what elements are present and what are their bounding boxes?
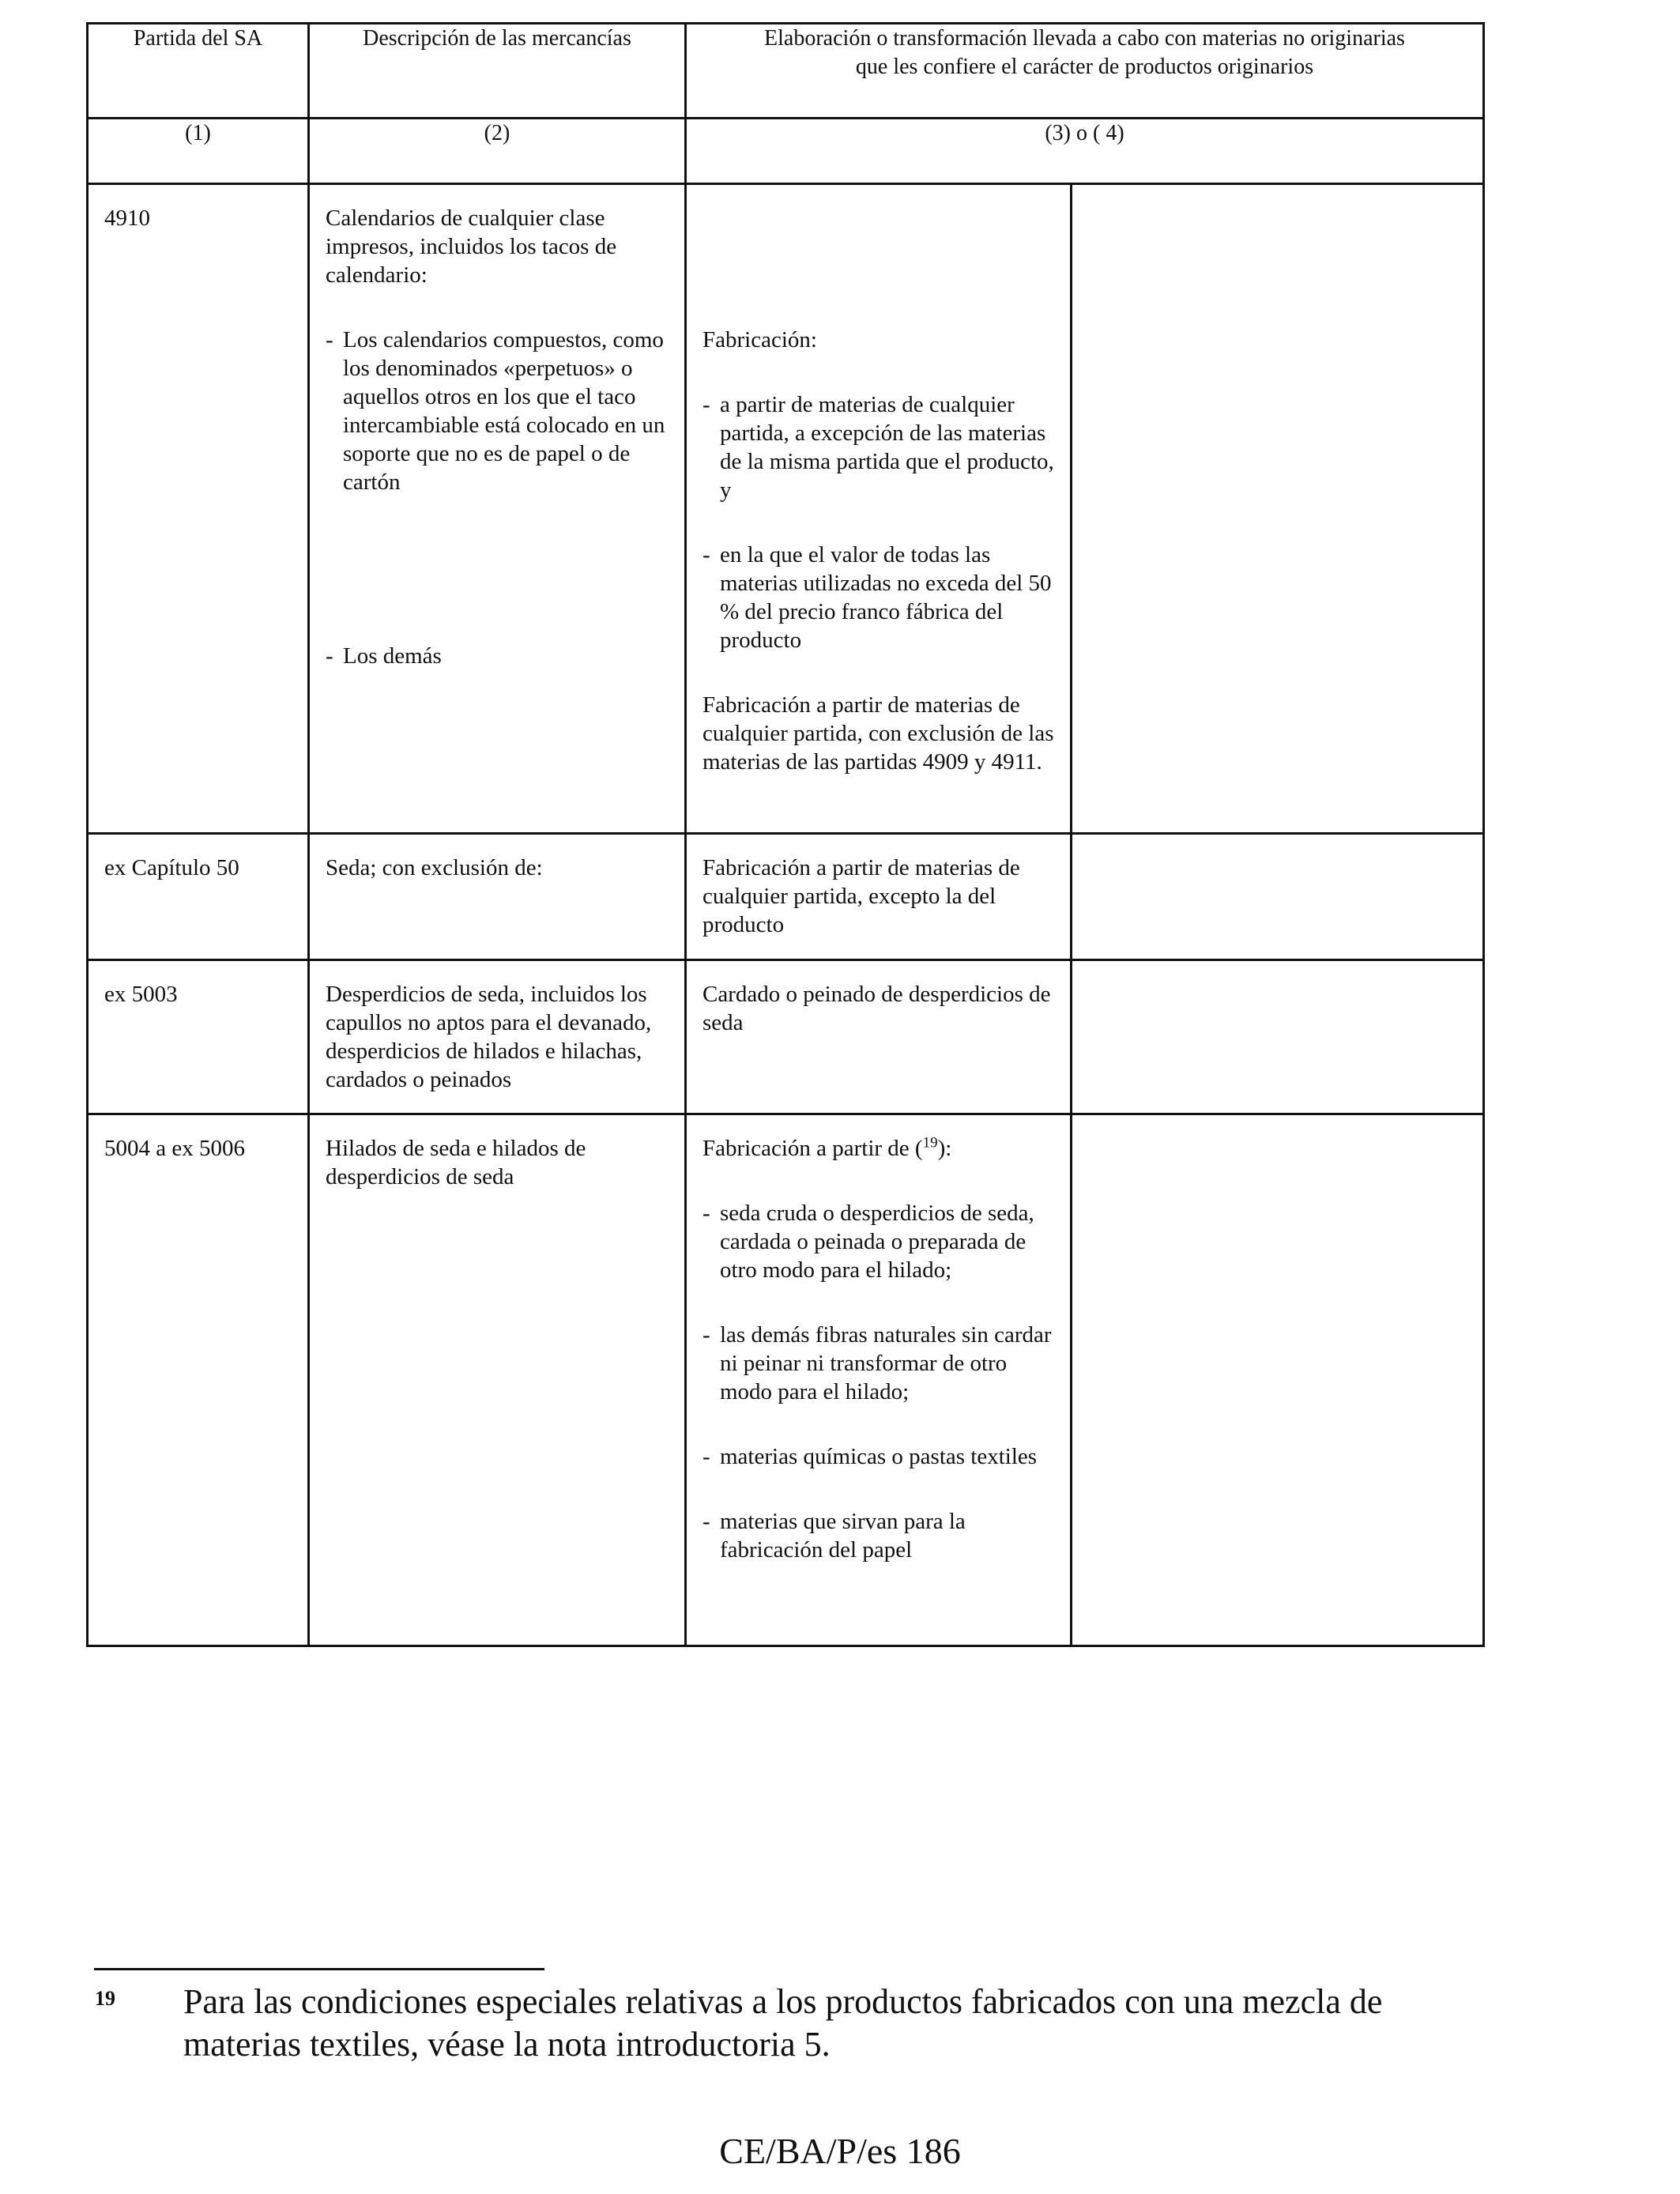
rule-cell: [686, 1114, 1072, 1646]
code-cell: [88, 960, 309, 1114]
rule-cell: [686, 184, 1072, 834]
rule-text: seda cruda o desperdicios de seda, cardada o peinada o preparada de otro modo para el hilado;: [720, 1201, 1034, 1283]
code-cell: [88, 834, 309, 960]
heading-code: ex 5003: [104, 982, 178, 1007]
table-number-row: [88, 119, 1484, 184]
heading-code: 5004 a ex 5006: [104, 1136, 245, 1161]
bullet-dash: -: [703, 1509, 710, 1534]
list-item: [703, 1321, 1054, 1406]
table-row: [88, 834, 1484, 960]
empty-cell: [1072, 184, 1484, 834]
list-item: [703, 1199, 1054, 1284]
description-text: Los demás: [343, 643, 442, 669]
code-cell: [88, 1114, 309, 1646]
header-elaboracion-line1: Elaboración o transformación llevada a cabo con materias no originarias: [764, 26, 1405, 51]
list-item: [703, 1507, 1054, 1564]
empty-cell: [1072, 834, 1484, 960]
rule-text: en la que el valor de todas las materias utilizadas no exceda del 50 % del precio franco fábrica del producto: [720, 542, 1052, 653]
rule-intro: [703, 1134, 1054, 1163]
header-elaboracion: [686, 24, 1484, 119]
rule-text: Fabricación a partir de materias de cualquier partida, excepto la del producto: [703, 855, 1020, 937]
list-item: [703, 390, 1054, 504]
rule-text: a partir de materias de cualquier partida, a excepción de las materias de la misma partida que el producto, y: [720, 392, 1054, 503]
rule-intro-end: ):: [937, 1136, 952, 1161]
table-row: [88, 1114, 1484, 1646]
bullet-dash: -: [326, 643, 333, 669]
header-elaboracion-line2: que les confiere el carácter de productos originarios: [855, 55, 1314, 79]
rules-table: [86, 22, 1485, 1647]
list-item: [703, 541, 1054, 654]
footnote-reference: 19: [922, 1134, 938, 1152]
description-cell: [309, 184, 686, 834]
description-cell: [309, 960, 686, 1114]
header-partida: Partida del SA: [88, 24, 309, 119]
bullet-dash: -: [703, 392, 710, 417]
rule-intro-text: Fabricación a partir de (: [703, 1136, 923, 1161]
rule-cell: [686, 960, 1072, 1114]
description-intro: Calendarios de cualquier clase impresos, incluidos los tacos de calendario:: [326, 205, 617, 288]
list-item: [326, 326, 669, 642]
description-text: Desperdicios de seda, incluidos los capullos no aptos para el devanado, desperdicios de hilados e hilachas, cardados o peinados: [326, 982, 652, 1092]
rule-cell: [686, 834, 1072, 960]
description-cell: [309, 1114, 686, 1646]
page-identifier: CE/BA/P/es 186: [719, 2131, 961, 2171]
empty-cell: [1072, 960, 1484, 1114]
empty-cell: [1072, 1114, 1484, 1646]
rule-text: Fabricación a partir de materias de cualquier partida, con exclusión de las materias de las partidas 4909 y 4911.: [703, 692, 1054, 775]
rule-intro: Fabricación:: [703, 327, 817, 352]
bullet-dash: -: [326, 327, 333, 352]
rule-text: Cardado o peinado de desperdicios de seda: [703, 982, 1051, 1035]
rule-text: las demás fibras naturales sin cardar ni peinar ni transformar de otro modo para el hilado;: [720, 1322, 1052, 1404]
footnote-text: Para las condiciones especiales relativas a los productos fabricados con una mezcla de materias textiles, véase la nota introductoria 5.: [183, 1982, 1383, 2064]
table-row: [88, 960, 1484, 1114]
column-number-2: (2): [309, 119, 686, 184]
description-text: Hilados de seda e hilados de desperdicios de seda: [326, 1136, 586, 1189]
list-item: [326, 642, 669, 670]
bullet-dash: -: [703, 1444, 710, 1469]
list-item: [703, 1442, 1054, 1471]
table-header-row: [88, 24, 1484, 119]
code-cell: [88, 184, 309, 834]
bullet-dash: -: [703, 542, 710, 567]
description-cell: [309, 834, 686, 960]
heading-code: ex Capítulo 50: [104, 855, 239, 880]
footnote-number: 19: [95, 1987, 115, 2010]
rule-text: materias químicas o pastas textiles: [720, 1444, 1038, 1469]
footnote-separator: [94, 1968, 544, 1970]
heading-code: 4910: [104, 205, 150, 231]
bullet-dash: -: [703, 1201, 710, 1226]
bullet-dash: -: [703, 1322, 710, 1348]
header-descripcion: Descripción de las mercancías: [309, 24, 686, 119]
description-text: Los calendarios compuestos, como los denominados «perpetuos» o aquellos otros en los que el taco intercambiable está colocado en un soporte que no es de papel o de cartón: [343, 327, 665, 495]
rule-text: materias que sirvan para la fabricación del papel: [720, 1509, 966, 1563]
column-number-3-4: (3) o ( 4): [686, 119, 1484, 184]
description-text: Seda; con exclusión de:: [326, 855, 543, 880]
table-row: [88, 184, 1484, 834]
column-number-1: (1): [88, 119, 309, 184]
